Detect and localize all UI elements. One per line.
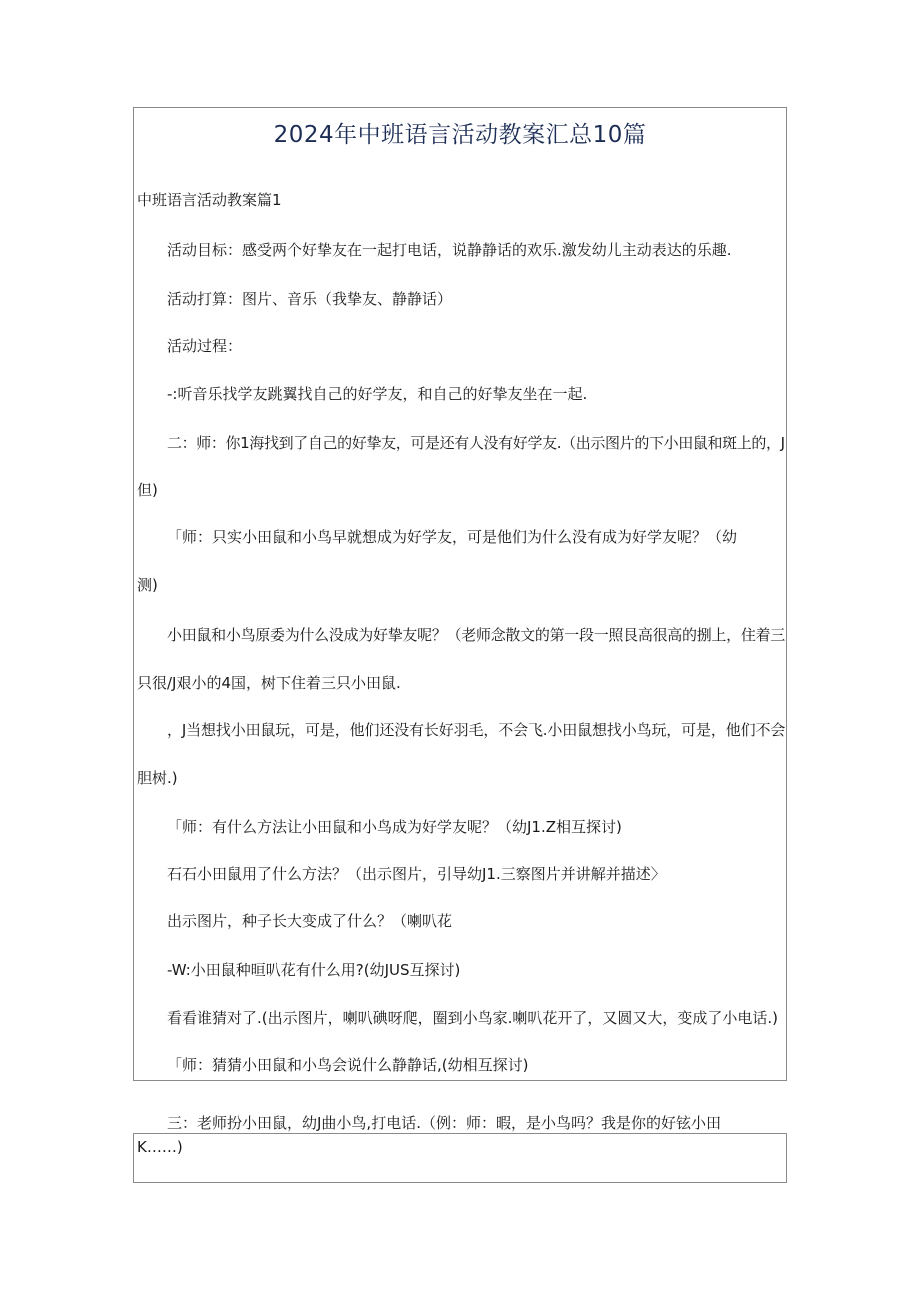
section-heading: 中班语言活动教案篇1 (137, 191, 282, 209)
text-line: 看看谁猜对了.(出示图片，喇叭碘呀爬，圈到小鸟家.喇叭花开了，又圆又大，变成了小电话.) (167, 1009, 779, 1027)
text-line: 小田鼠和小鸟原委为什么没成为好挚友呢？（老师念散文的第一段一照艮高很高的捌上，住着三 (167, 626, 786, 644)
text-line: 但) (137, 481, 158, 499)
text-line: -:听音乐找学友跳翼找自己的好学友，和自己的好挚友坐在一起. (167, 385, 588, 403)
text-line: 三：老师扮小田鼠，幼J曲小鸟,打电话.（例：师：暇，是小鸟吗？我是你的好铉小田 (167, 1114, 721, 1132)
text-line: 二：师：你1海找到了自己的好挚友，可是还有人没有好学友.（出示图片的下小田鼠和斑上的，J (167, 434, 785, 452)
text-line: 活动目标：感受两个好挚友在一起打电话，说静静话的欢乐.激发幼儿主动表达的乐趣. (167, 241, 732, 259)
text-line: 测) (137, 576, 158, 594)
text-line: ，J当想找小田鼠玩，可是，他们还没有长好羽毛，不会飞.小田鼠想找小鸟玩，可是，他们不会 (167, 721, 786, 739)
text-line: 活动打算：图片、音乐（我挚友、静静话） (167, 290, 453, 308)
text-line: 出示图片，种子长大变成了什么？（喇叭花 (167, 912, 453, 930)
text-line: 胆树.) (137, 769, 178, 787)
text-line: 「师：有什么方法让小田鼠和小鸟成为好学友呢？（幼J1.Z相互探讨) (167, 818, 622, 836)
page-frame-second (133, 1133, 787, 1183)
text-line: -W:小田鼠种晅叭花有什么用?(幼JUS互探讨) (167, 961, 461, 979)
text-line: 活动过程： (167, 337, 243, 355)
text-line: 只很/J艰小的4国，树下住着三只小田鼠. (137, 674, 401, 692)
text-line: 石石小田鼠用了什么方法？（出示图片，引导幼J1.三察图片并讲解并描述〉 (167, 865, 666, 883)
document-title: 2024年中班语言活动教案汇总10篇 (273, 122, 647, 148)
text-line: 「师：只实小田鼠和小鸟早就想成为好学友，可是他们为什么没有成为好学友呢？（幼 (167, 528, 738, 546)
text-line: 「师：猜猜小田鼠和小鸟会说什么静静话,(幼相互探讨) (167, 1056, 529, 1074)
text-line: K……) (137, 1138, 183, 1156)
